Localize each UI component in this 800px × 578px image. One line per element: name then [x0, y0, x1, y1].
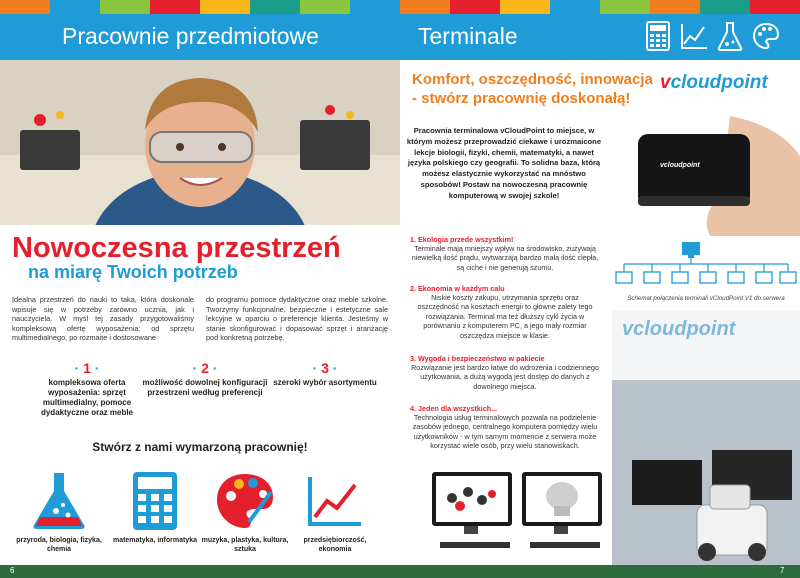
feature-number: 3: [321, 360, 329, 376]
category-label: przedsiębiorczość, ekonomia: [303, 537, 367, 553]
left-page-title: Pracownie przedmiotowe: [62, 23, 319, 49]
palette-icon: [752, 20, 780, 52]
color-stripe: [200, 0, 250, 14]
category-arts: [200, 470, 290, 554]
headline-line-2: - stwórz pracownię doskonałą!: [412, 90, 631, 107]
flask-icon: [716, 20, 744, 52]
section-body: Technologia usług terminalowych pozwala na podzielenie zasobów jednego, centralnego komputera pomiędzy wielu użytkowników - w tym samym momencie z serwera może korzystać wiele osób, przy wielu stanowiskach.: [412, 413, 598, 451]
section-title: 1. Ekologia przede wszystkim!: [410, 235, 514, 244]
feature-3: · 3 · szeroki wybór asortymentu: [260, 360, 390, 388]
feature-number: 1: [83, 360, 91, 376]
terminal-device-photo: [610, 96, 800, 236]
left-heading: Nowoczesna przestrzeń: [12, 232, 341, 264]
color-stripe: [400, 0, 450, 14]
feature-number: 2: [201, 360, 209, 376]
category-math: [110, 470, 200, 545]
category-label: matematyka, informatyka: [112, 537, 198, 544]
color-stripe: [150, 0, 200, 14]
section-ecology: [410, 235, 600, 272]
section-title: 4. Jeden dla wszystkich...: [410, 404, 498, 413]
color-stripe: [250, 0, 300, 14]
color-stripe-bar: [0, 0, 800, 14]
section-body: Terminale mają mniejszy wpływ na środowisko, zużywają niewielką ilość prądu, wytwarzają bardzo małą ilość ciepła, są ciche i nie generują szumu.: [411, 244, 599, 272]
color-stripe: [350, 0, 400, 14]
feature-1: · 1 · kompleksowa oferta wyposażenia: sprzęt multimedialny, pomoce dydaktyczne oraz meble: [22, 360, 152, 418]
color-stripe: [750, 0, 800, 14]
color-stripe: [500, 0, 550, 14]
section-convenience: [410, 354, 600, 391]
feature-2: · 2 · możliwość dowolnej konfiguracji przestrzeni według preferencji: [140, 360, 270, 398]
category-label: muzyka, plastyka, kultura, sztuka: [201, 537, 289, 553]
section-one-for-all: [410, 404, 600, 451]
color-stripe: [450, 0, 500, 14]
color-stripe: [600, 0, 650, 14]
calculator-icon: [110, 470, 200, 532]
category-economics: [290, 470, 380, 554]
section-title: 3. Wygoda i bezpieczeństwo w pakiecie: [410, 354, 545, 363]
monitors-photo: [430, 470, 610, 560]
color-stripe: [700, 0, 750, 14]
flask-icon: [14, 470, 104, 532]
page-number-left: 6: [10, 566, 15, 575]
intro-paragraph: Pracownia terminalowa vCloudPoint to miejsce, w którym możesz przeprowadzić ciekawe i urozmaicone lekcje biologii, fizyki, chemii, matematyki, a nawet języka polskiego czy geografii. To solidna baza, którą możesz elastycznie wykorzystać na mnóstwo sposobów! Postaw na nowoczesną pracownię komputerową w swojej szkole!: [406, 126, 602, 200]
section-body: Rozwiązanie jest bardzo łatwe do wdrożenia i codziennego użytkowania, a dużą wygodą jest dostęp do danych z dowolnego miejsca.: [411, 363, 599, 391]
logo-text: cloudpoint: [670, 72, 768, 93]
color-stripe: [300, 0, 350, 14]
device-label: vcloudpoint: [660, 162, 700, 169]
right-page-title: Terminale: [418, 23, 518, 49]
palette-icon: [200, 470, 290, 532]
feature-text: kompleksowa oferta wyposażenia: sprzęt multimedialny, pomoce dydaktyczne oraz meble: [40, 378, 134, 417]
classroom-robot-photo: [612, 310, 800, 565]
color-stripe: [100, 0, 150, 14]
calculator-icon: [644, 20, 672, 52]
headline-line-1: Komfort, oszczędność, innowacja: [412, 71, 653, 88]
chart-icon: [680, 20, 708, 52]
hero-photo-boy-with-goggles: [0, 60, 400, 225]
network-diagram: [612, 240, 800, 290]
left-body-column-2: do programu pomoce dydaktyczne oraz meble szkolne. Tworzymy funkcjonalne, bezpieczne i estetyczne sale lekcyjne w oparciu o preferencje klienta. Jesteśmy w stanie skonfigurować i dopasować sprzęt i aranżację pod konkretną potrzebę.: [206, 295, 388, 343]
page-number-right: 7: [780, 566, 785, 575]
color-stripe: [650, 0, 700, 14]
logo-v: v: [660, 72, 671, 93]
color-stripe: [550, 0, 600, 14]
photo-logo: vcloudpoint: [622, 318, 736, 340]
category-label: przyroda, biologia, fizyka, chemia: [16, 537, 102, 553]
call-to-action: Stwórz z nami wymarzoną pracownię!: [92, 440, 308, 454]
header-bar: [0, 14, 800, 60]
category-science: [14, 470, 104, 554]
color-stripe: [0, 0, 50, 14]
feature-text: możliwość dowolnej konfiguracji przestrzeni według preferencji: [142, 378, 268, 397]
section-title: 2. Ekonomia w każdym calu: [410, 284, 505, 293]
chart-icon: [290, 470, 380, 532]
section-body: Niskie koszty zakupu, utrzymania sprzętu oraz oszczędność na kosztach energii to główne zalety tego rozwiązania. Terminal ma też dłuższy cykl życia w porównaniu z komputerem PC, a jego mały rozmiar oszczędza miejsce w klasie.: [417, 293, 593, 340]
left-body-column-1: Idealna przestrzeń do nauki to taka, która doskonale wpisuje się w potrzeby zarówno ucznia, jak i nauczyciela. W myśl tej zasady przygotowaliśmy kompleksową ofertę wyposażenia: od sprzętu multimedialnego, po rozmaite i dostosowane: [12, 295, 194, 343]
footer-bar: [0, 565, 800, 578]
feature-text: szeroki wybór asortymentu: [273, 378, 377, 387]
vcloudpoint-logo: [660, 72, 768, 94]
network-caption: Schemat połączenia terminali vCloudPoint V1 do serwera: [627, 295, 785, 302]
color-stripe: [50, 0, 100, 14]
section-economy: [410, 284, 600, 340]
left-subheading: na miarę Twoich potrzeb: [28, 262, 238, 282]
